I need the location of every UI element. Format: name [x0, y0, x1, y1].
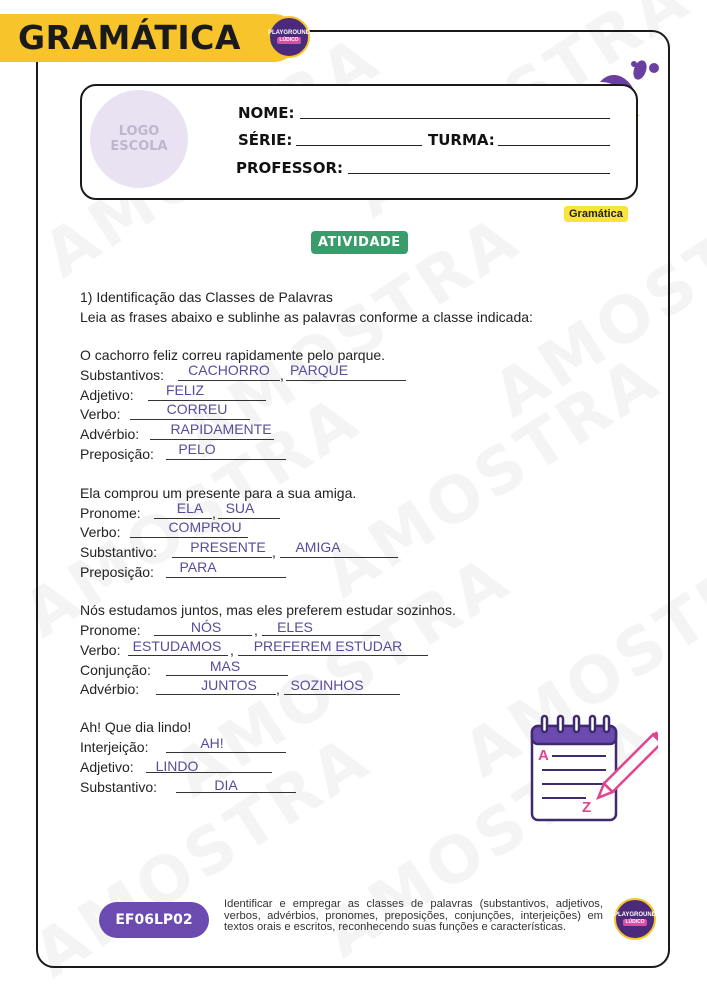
answer-line[interactable]: [280, 557, 398, 558]
answer-pelo: PELO: [178, 441, 216, 457]
answer-ela: ELA: [176, 500, 204, 516]
answer-cachorro: CACHORRO: [188, 362, 270, 378]
serie-label: SÉRIE:: [238, 131, 293, 149]
answer-parque: PARQUE: [289, 362, 349, 378]
turma-field[interactable]: [498, 145, 610, 146]
school-logo-placeholder: [90, 90, 188, 188]
skill-description: Identificar e empregar as classes de palavras (substantivos, adjetivos, verbos, advérbios, pronomes, preposições, conjunções, interjeições) em textos orais e escritos, reconhecendo suas funções e características.: [224, 898, 603, 934]
label-adjetivo: Adjetivo:: [80, 387, 134, 403]
comma: ,: [272, 544, 276, 560]
label-adverbio: Advérbio:: [80, 426, 140, 442]
answer-line[interactable]: [178, 380, 280, 381]
brand-line1: PLAYGROUND: [267, 30, 311, 36]
nome-label: NOME:: [238, 104, 295, 122]
answer-presente: PRESENTE: [190, 539, 266, 555]
answer-estudamos: ESTUDAMOS: [132, 638, 222, 654]
answer-mas: MAS: [209, 658, 241, 674]
answer-rapidamente: RAPIDAMENTE: [170, 421, 272, 437]
answer-dia: DIA: [214, 777, 238, 793]
logo-line2: ESCOLA: [110, 139, 168, 154]
answer-line[interactable]: [262, 635, 380, 636]
professor-field[interactable]: [348, 173, 610, 174]
answer-amiga: AMIGA: [295, 539, 341, 555]
answer-line[interactable]: [130, 419, 250, 420]
label-pronome: Pronome:: [80, 505, 141, 521]
answer-comprou: COMPROU: [168, 519, 242, 535]
label-conjuncao: Conjunção:: [80, 662, 151, 678]
answer-line[interactable]: [238, 655, 428, 656]
brand-badge-footer: [614, 898, 656, 940]
sentence-4: Ah! Que dia lindo!: [80, 719, 192, 735]
comma: ,: [276, 681, 280, 697]
comma: ,: [254, 622, 258, 638]
answer-eles: ELES: [277, 619, 313, 635]
answer-sozinhos: SOZINHOS: [290, 677, 364, 693]
label-adverbio: Advérbio:: [80, 681, 140, 697]
answer-correu: CORREU: [166, 401, 228, 417]
label-substantivos: Substantivos:: [80, 367, 165, 383]
answer-line[interactable]: [156, 694, 276, 695]
sentence-3: Nós estudamos juntos, mas eles preferem estudar sozinhos.: [80, 602, 456, 618]
notepad-letter-z: Z: [582, 799, 592, 816]
answer-line[interactable]: [128, 655, 228, 656]
answer-preferem-estudar: PREFEREM ESTUDAR: [253, 638, 403, 654]
label-verbo: Verbo:: [80, 406, 121, 422]
brand-badge: [268, 16, 310, 58]
activity-badge: ATIVIDADE: [311, 231, 408, 254]
label-preposicao: Preposição:: [80, 564, 154, 580]
brand-line1: PLAYGROUND: [613, 912, 657, 918]
exercise-instruction: Leia as frases abaixo e sublinhe as palavras conforme a classe indicada:: [80, 309, 533, 325]
answer-line[interactable]: [146, 772, 272, 773]
answer-sua: SUA: [225, 500, 255, 516]
answer-juntos: JUNTOS: [201, 677, 257, 693]
answer-para: PARA: [179, 559, 217, 575]
exercise-title: 1) Identificação das Classes de Palavras: [80, 289, 333, 305]
answer-line[interactable]: [176, 792, 296, 793]
answer-line[interactable]: [130, 537, 248, 538]
comma: ,: [212, 505, 216, 521]
label-pronome: Pronome:: [80, 622, 141, 638]
label-adjetivo: Adjetivo:: [80, 759, 134, 775]
subject-tag: Gramática: [564, 206, 628, 222]
comma: ,: [230, 642, 234, 658]
answer-line[interactable]: [286, 380, 406, 381]
professor-label: PROFESSOR:: [236, 159, 344, 177]
page-title: GRAMÁTICA: [18, 18, 241, 57]
sentence-1: O cachorro feliz correu rapidamente pelo parque.: [80, 347, 386, 363]
label-substantivo: Substantivo:: [80, 779, 158, 795]
answer-line[interactable]: [166, 459, 286, 460]
turma-label: TURMA:: [428, 131, 495, 149]
skill-code-badge: EF06LP02: [99, 902, 209, 938]
label-substantivo: Substantivo:: [80, 544, 158, 560]
answer-line[interactable]: [166, 577, 286, 578]
brand-line2: LÚDICO: [279, 37, 299, 43]
serie-field[interactable]: [296, 145, 422, 146]
label-verbo: Verbo:: [80, 524, 121, 540]
answer-feliz: FELIZ: [165, 382, 205, 398]
answer-line[interactable]: [154, 635, 252, 636]
label-preposicao: Preposição:: [80, 446, 154, 462]
label-verbo: Verbo:: [80, 642, 121, 658]
logo-line1: LOGO: [118, 124, 160, 139]
comma: ,: [280, 367, 284, 383]
answer-line[interactable]: [150, 439, 274, 440]
answer-line[interactable]: [284, 694, 400, 695]
answer-ah: AH!: [200, 735, 224, 751]
answer-line[interactable]: [172, 557, 272, 558]
answer-nos: NÓS: [190, 619, 222, 635]
label-interjeicao: Interjeição:: [80, 739, 149, 755]
notepad-letter-a: A: [538, 747, 549, 764]
brand-line2: LÚDICO: [625, 919, 645, 925]
answer-line[interactable]: [166, 675, 288, 676]
answer-line[interactable]: [166, 752, 286, 753]
answer-lindo: LINDO: [155, 758, 199, 774]
notepad-pencil-icon: [528, 712, 658, 824]
sentence-2: Ela comprou um presente para a sua amiga.: [80, 485, 357, 501]
nome-field[interactable]: [300, 118, 610, 119]
